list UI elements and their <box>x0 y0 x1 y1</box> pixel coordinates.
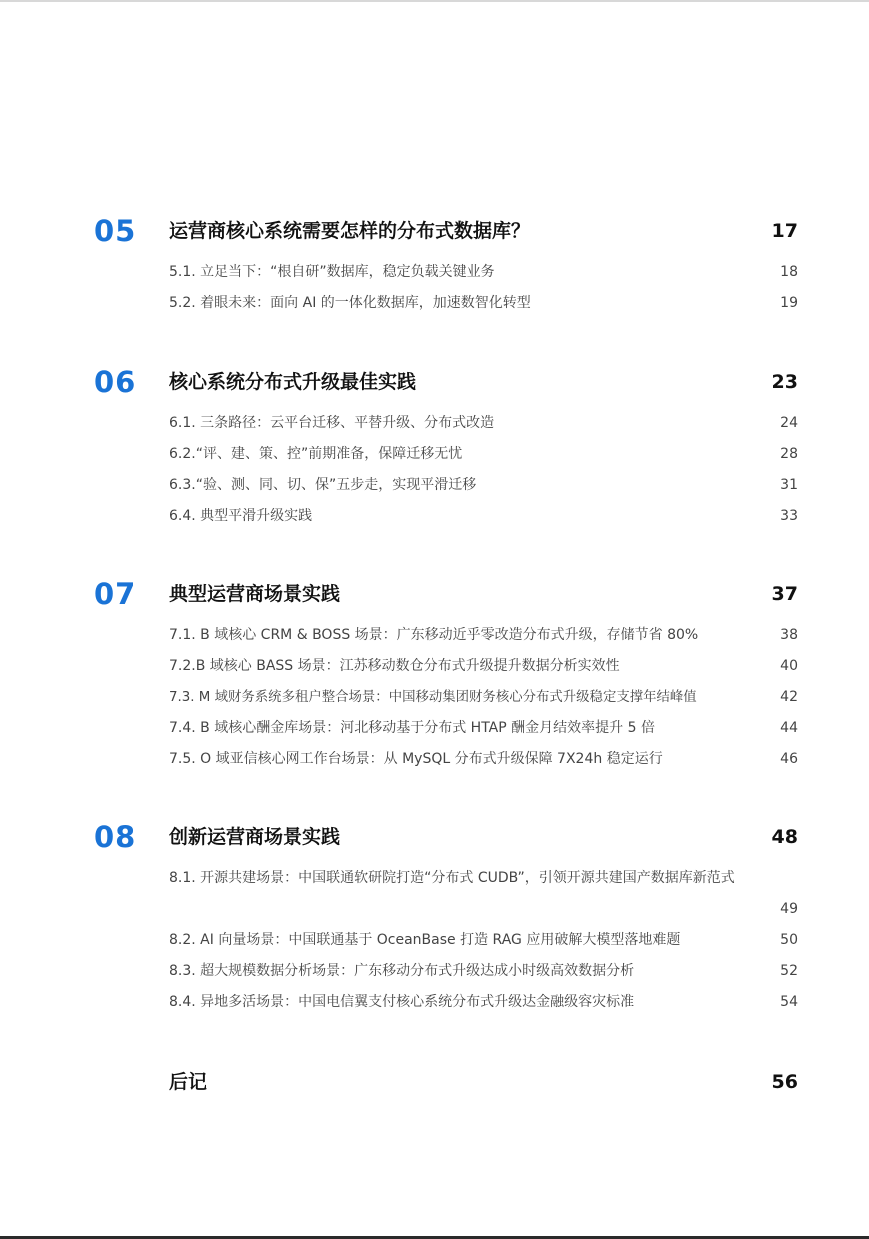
section-number: 07 <box>94 577 137 611</box>
toc-item[interactable] <box>0 956 869 987</box>
toc-item[interactable] <box>0 863 869 925</box>
section-title: 运营商核心系统需要怎样的分布式数据库？ <box>169 220 531 242</box>
toc-item-page: 19 <box>780 295 798 311</box>
section-number: 06 <box>94 365 137 399</box>
toc-section-08 <box>0 821 869 1018</box>
toc-item[interactable] <box>0 257 869 288</box>
toc-item[interactable] <box>0 651 869 682</box>
toc-item-list <box>0 408 869 532</box>
toc-item[interactable] <box>0 439 869 470</box>
toc-item[interactable] <box>0 470 869 501</box>
section-heading[interactable] <box>0 821 869 853</box>
toc-item-label: 5.2. 着眼未来：面向 AI 的一体化数据库，加速数智化转型 <box>169 295 531 311</box>
toc-item-label: 6.2.“评、建、策、控”前期准备，保障迁移无忧 <box>169 446 463 462</box>
section-page-number: 48 <box>771 826 798 848</box>
toc-item-page: 49 <box>780 901 798 917</box>
toc-section-05 <box>0 215 869 319</box>
section-heading[interactable] <box>0 366 869 398</box>
toc-item[interactable] <box>0 408 869 439</box>
section-title: 创新运营商场景实践 <box>169 826 341 848</box>
toc-item-page: 50 <box>780 932 798 948</box>
toc-item[interactable] <box>0 682 869 713</box>
toc-item-list <box>0 620 869 775</box>
toc-item-page: 38 <box>780 627 798 643</box>
section-title: 典型运营商场景实践 <box>169 583 341 605</box>
toc-item-page: 42 <box>780 689 798 705</box>
section-title: 核心系统分布式升级最佳实践 <box>169 371 417 393</box>
toc-item[interactable] <box>0 925 869 956</box>
toc-item-list <box>0 257 869 319</box>
toc-item-page: 40 <box>780 658 798 674</box>
toc-item-page: 33 <box>780 508 798 524</box>
toc-item-label: 8.3. 超大规模数据分析场景：广东移动分布式升级达成小时级高效数据分析 <box>169 963 635 979</box>
toc-item-label: 7.3. M 域财务系统多租户整合场景：中国移动集团财务核心分布式升级稳定支撑年结峰值 <box>169 690 697 705</box>
section-heading[interactable] <box>0 578 869 610</box>
afterword-page-number: 56 <box>771 1071 798 1093</box>
toc-item[interactable] <box>0 288 869 319</box>
section-number: 08 <box>94 820 137 854</box>
toc-item[interactable] <box>0 501 869 532</box>
section-heading[interactable] <box>0 215 869 247</box>
toc-item-label: 8.4. 异地多活场景：中国电信翼支付核心系统分布式升级达金融级容灾标准 <box>169 994 635 1010</box>
section-number: 05 <box>94 214 137 248</box>
toc-item-page: 24 <box>780 415 798 431</box>
toc-item-page: 46 <box>780 751 798 767</box>
toc-item-label: 5.1. 立足当下：“根自研”数据库，稳定负载关键业务 <box>169 264 495 280</box>
toc-item-label: 8.1. 开源共建场景：中国联通软研院打造“分布式 CUDB”，引领开源共建国产数据库新范式 <box>169 870 735 886</box>
toc-item-label: 7.5. O 域亚信核心网工作台场景：从 MySQL 分布式升级保障 7X24h 稳定运行 <box>169 751 663 767</box>
toc-item-label: 7.2.B 域核心 BASS 场景：江苏移动数仓分布式升级提升数据分析实效性 <box>169 658 620 674</box>
toc-item-label: 6.1. 三条路径：云平台迁移、平替升级、分布式改造 <box>169 415 495 431</box>
toc-item-page: 28 <box>780 446 798 462</box>
toc-item-label: 8.2. AI 向量场景：中国联通基于 OceanBase 打造 RAG 应用破解大模型落地难题 <box>169 932 681 948</box>
toc-item-label: 7.4. B 域核心酬金库场景：河北移动基于分布式 HTAP 酬金月结效率提升 5 倍 <box>169 720 655 736</box>
toc-item-page: 52 <box>780 963 798 979</box>
toc-item[interactable] <box>0 744 869 775</box>
top-border <box>0 0 869 2</box>
toc-afterword <box>0 1066 869 1098</box>
toc-item[interactable] <box>0 713 869 744</box>
toc-item-label: 7.1. B 域核心 CRM & BOSS 场景：广东移动近乎零改造分布式升级，存储节省 80% <box>169 627 699 643</box>
toc-item-page: 18 <box>780 264 798 280</box>
toc-item-page: 44 <box>780 720 798 736</box>
section-page-number: 37 <box>771 583 798 605</box>
afterword-heading[interactable] <box>0 1066 869 1098</box>
section-page-number: 17 <box>771 220 798 242</box>
toc-item-label: 6.3.“验、测、同、切、保”五步走，实现平滑迁移 <box>169 477 477 493</box>
toc-item[interactable] <box>0 987 869 1018</box>
toc-item-page: 31 <box>780 477 798 493</box>
section-page-number: 23 <box>771 371 798 393</box>
toc-item-label: 6.4. 典型平滑升级实践 <box>169 508 313 524</box>
toc-section-06 <box>0 366 869 532</box>
afterword-title: 后记 <box>169 1071 208 1093</box>
toc-section-07 <box>0 578 869 775</box>
toc-item-page: 54 <box>780 994 798 1010</box>
toc-item[interactable] <box>0 620 869 651</box>
toc-item-list <box>0 863 869 1018</box>
